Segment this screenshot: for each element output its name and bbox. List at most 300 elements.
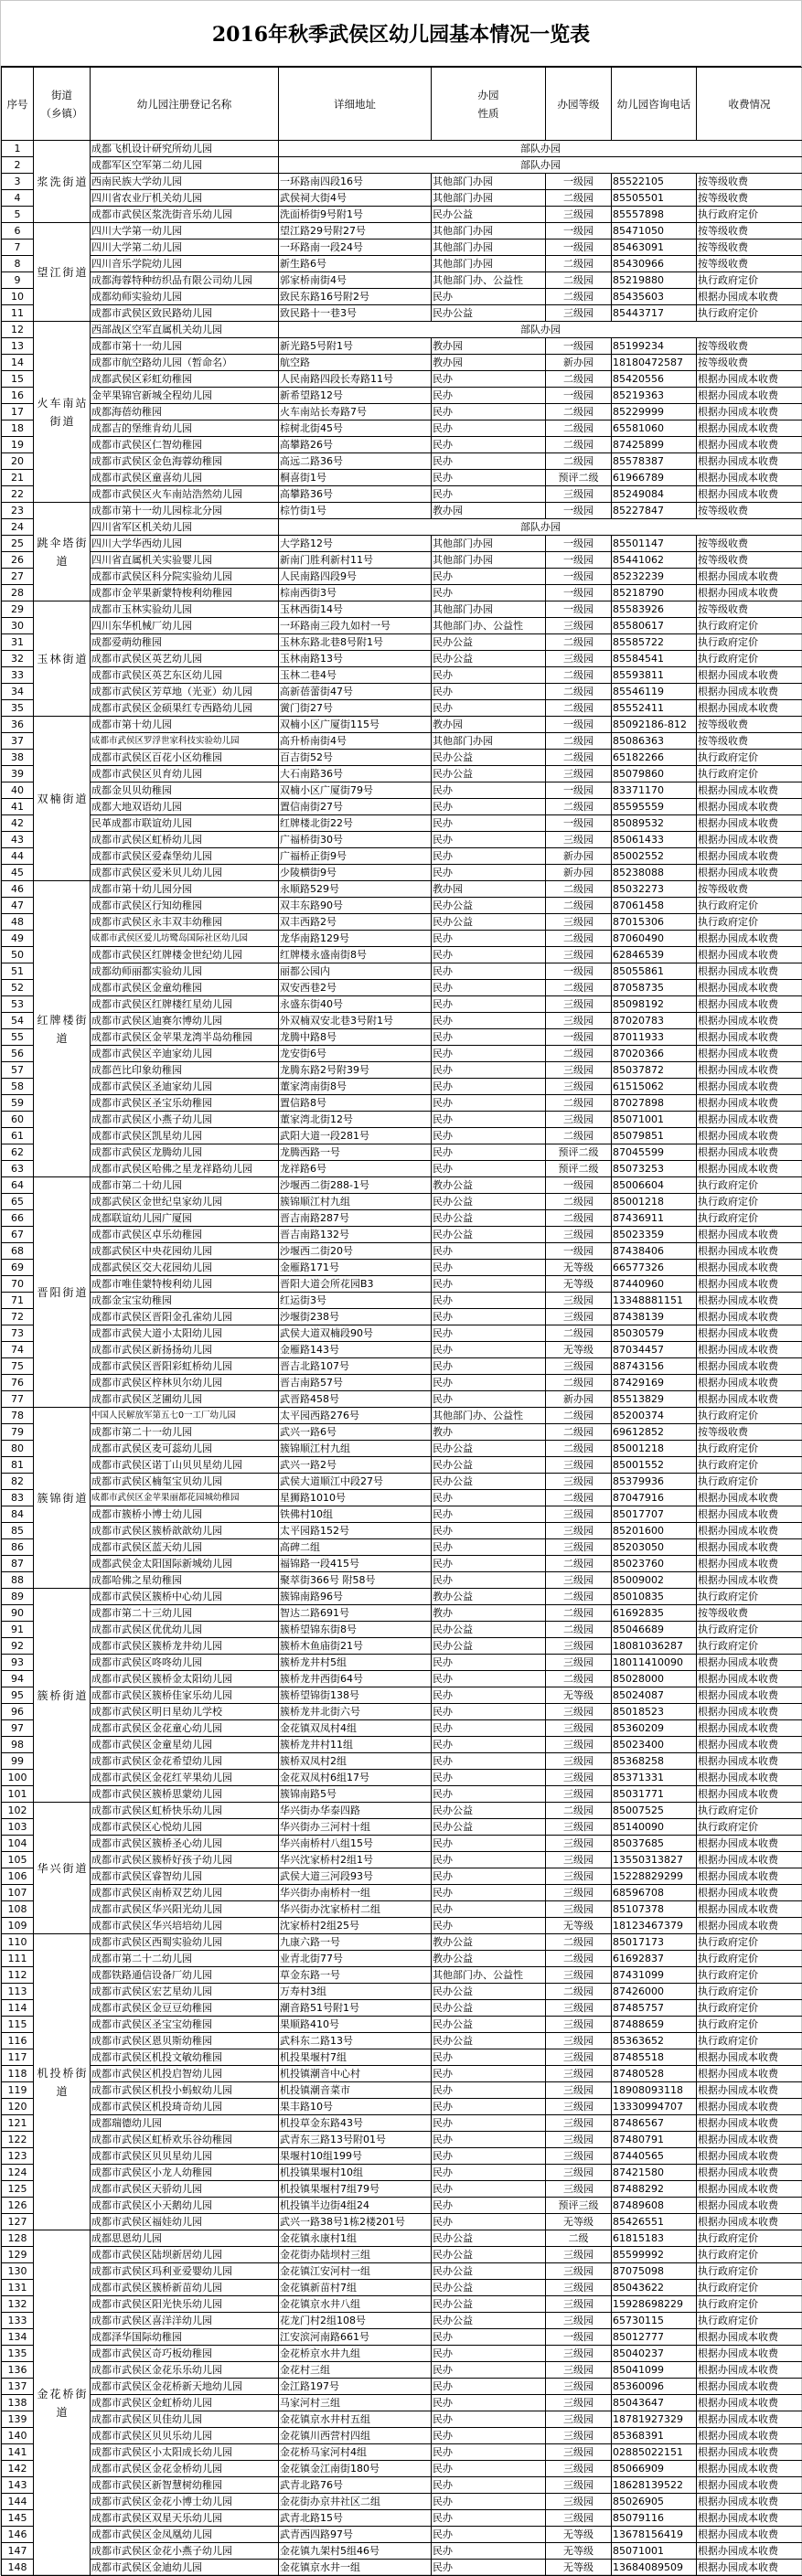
table-row	[2, 1391, 802, 1408]
kindergarten-name: 西部战区空军直属机关幼儿园	[91, 322, 279, 338]
kindergarten-name: 四川大学第一幼儿园	[91, 223, 279, 240]
phone-cell: 85092186-812	[612, 717, 697, 733]
table-row	[2, 1852, 802, 1868]
fee-cell: 根据办园成本收费	[697, 453, 802, 470]
phone-cell: 85079116	[612, 2510, 697, 2527]
phone-cell: 87488292	[612, 2181, 697, 2198]
table-row	[2, 1079, 802, 1095]
kindergarten-name: 成都市武侯区小太阳成长幼儿园	[91, 2444, 279, 2461]
nature-cell: 民办	[432, 1556, 546, 1572]
kindergarten-name: 成都泽华国际幼稚园	[91, 2329, 279, 2346]
address-cell: 花龙门村2组108号	[279, 2313, 432, 2329]
table-row	[2, 1325, 802, 1342]
address-cell: 簇锦南路96号	[279, 1589, 432, 1605]
fee-cell: 根据办园成本收费	[697, 865, 802, 881]
kindergarten-name: 成都市武侯区罗浮世家科技实验幼儿园	[91, 733, 279, 750]
row-seq: 136	[2, 2362, 34, 2379]
phone-cell: 85441062	[612, 552, 697, 569]
row-seq: 72	[2, 1309, 34, 1325]
row-seq: 121	[2, 2115, 34, 2132]
level-cell: 三级园	[546, 1786, 612, 1803]
fee-cell: 按等级收费	[697, 552, 802, 569]
phone-cell: 85012777	[612, 2329, 697, 2346]
kindergarten-name: 成都市武侯区浆洗街音乐幼儿园	[91, 207, 279, 223]
nature-cell: 其他部门办园	[432, 256, 546, 272]
nature-cell: 民办	[432, 2444, 546, 2461]
nature-cell: 民办	[432, 453, 546, 470]
row-seq: 112	[2, 1967, 34, 1984]
address-cell: 金花街办陆坝村三组	[279, 2247, 432, 2263]
level-cell: 二级园	[546, 371, 612, 388]
level-cell: 三级园	[546, 2395, 612, 2411]
kindergarten-name: 成都海蓓幼稚园	[91, 404, 279, 420]
fee-cell: 执行政府定价	[697, 272, 802, 289]
phone-cell: 85071001	[612, 1112, 697, 1128]
street-char: 街	[75, 2385, 88, 2403]
row-seq: 1	[2, 141, 34, 157]
table-row	[2, 1572, 802, 1589]
level-cell: 二级园	[546, 420, 612, 437]
fee-cell: 根据办园成本收费	[697, 1539, 802, 1556]
table-row	[2, 2165, 802, 2181]
level-cell: 无等级	[546, 1918, 612, 1934]
address-cell: 华兴街办沈家桥村二组	[279, 1901, 432, 1918]
table-row	[2, 766, 802, 782]
level-cell: 三级园	[546, 2049, 612, 2066]
header-row	[2, 68, 802, 141]
row-seq: 115	[2, 2017, 34, 2033]
address-cell: 铁佛村10组	[279, 1506, 432, 1523]
level-cell: 三级园	[546, 2033, 612, 2049]
table-row	[2, 355, 802, 371]
fee-cell: 根据办园成本收费	[697, 1556, 802, 1572]
level-cell: 三级园	[546, 832, 612, 848]
fee-cell: 根据办园成本收费	[697, 1260, 802, 1276]
table-row	[2, 1490, 802, 1506]
fee-cell: 根据办园成本收费	[697, 2379, 802, 2395]
kindergarten-name: 成都市簇桥小博士幼儿园	[91, 1506, 279, 1523]
row-seq: 28	[2, 585, 34, 601]
phone-cell: 85238088	[612, 865, 697, 881]
kindergarten-name: 成都市武侯区华兴培培幼儿园	[91, 1918, 279, 1934]
phone-cell: 15228829299	[612, 1868, 697, 1885]
nature-cell: 民办	[432, 963, 546, 980]
table-row	[2, 1309, 802, 1325]
table-row	[2, 2181, 802, 2198]
kindergarten-name: 成都市武侯区恩贝斯幼稚园	[91, 2033, 279, 2049]
address-cell: 聚萃街366号 附58号	[279, 1572, 432, 1589]
fee-cell: 根据办园成本收费	[697, 931, 802, 947]
table-row	[2, 1605, 802, 1622]
kindergarten-name: 成都武侯区彩虹幼稚园	[91, 371, 279, 388]
street-char: 伞	[49, 534, 62, 552]
phone-cell: 85229999	[612, 404, 697, 420]
table-row	[2, 947, 802, 963]
kindergarten-name: 成都市武侯区金童幼稚园	[91, 980, 279, 996]
kindergarten-name: 四川省农业厅机关幼儿园	[91, 190, 279, 207]
nature-cell: 民办	[432, 1046, 546, 1062]
fee-cell: 执行政府定价	[697, 898, 802, 914]
table-row	[2, 453, 802, 470]
street-cell	[34, 881, 91, 1177]
nature-cell: 其他部门办园	[432, 223, 546, 240]
level-cell: 三级园	[546, 2132, 612, 2148]
phone-cell: 87488659	[612, 2017, 697, 2033]
street-char: 道	[56, 1029, 69, 1048]
level-cell: 二级园	[546, 1424, 612, 1441]
nature-cell: 民办	[432, 1358, 546, 1375]
table-row	[2, 256, 802, 272]
level-cell: 三级园	[546, 2362, 612, 2379]
table-row	[2, 1457, 802, 1474]
fee-cell: 根据办园成本收费	[697, 782, 802, 799]
phone-cell: 85435603	[612, 289, 697, 305]
address-cell: 沙堰西二街20号	[279, 1243, 432, 1260]
level-cell: 三级园	[546, 1901, 612, 1918]
street-cell	[34, 503, 91, 601]
level-cell: 三级园	[546, 1852, 612, 1868]
kindergarten-name: 成都幼师实验幼儿园	[91, 289, 279, 305]
table-row	[2, 2033, 802, 2049]
level-cell: 二级园	[546, 1671, 612, 1687]
address-cell: 潮音路51号附1号	[279, 2000, 432, 2017]
kindergarten-name: 成都市武侯区贝育幼儿园	[91, 766, 279, 782]
kindergarten-name: 成都武侯金太阳国际新城幼儿园	[91, 1556, 279, 1572]
address-cell: 双丰西路2号	[279, 914, 432, 931]
table-row	[2, 1786, 802, 1803]
street-char: 簇	[37, 1489, 49, 1507]
table-row	[2, 651, 802, 667]
address-cell: 武青东三路13号附01号	[279, 2132, 432, 2148]
table-row	[2, 2395, 802, 2411]
level-cell: 三级园	[546, 2000, 612, 2017]
table-row	[2, 2411, 802, 2428]
street-char: 晋	[37, 1283, 49, 1302]
phone-cell: 87438139	[612, 1309, 697, 1325]
row-seq: 36	[2, 717, 34, 733]
phone-cell: 87075098	[612, 2263, 697, 2280]
kindergarten-name: 西南民族大学幼儿园	[91, 174, 279, 190]
kindergarten-name: 成都市武侯区辛迪家幼儿园	[91, 1046, 279, 1062]
level-cell: 三级园	[546, 2066, 612, 2082]
row-seq: 91	[2, 1622, 34, 1638]
row-seq: 117	[2, 2049, 34, 2066]
row-seq: 71	[2, 1293, 34, 1309]
header-nature-line1: 办园	[478, 89, 499, 101]
address-cell: 永顺路529号	[279, 881, 432, 898]
street-char: 洗	[49, 173, 62, 191]
phone-cell: 85026905	[612, 2494, 697, 2510]
level-cell: 二级园	[546, 1194, 612, 1210]
level-cell: 三级园	[546, 1720, 612, 1737]
nature-cell: 其他部门办园	[432, 240, 546, 256]
level-cell: 三级园	[546, 2313, 612, 2329]
level-cell: 三级园	[546, 1227, 612, 1243]
nature-cell: 民办	[432, 1062, 546, 1079]
nature-cell: 民办公益	[432, 1227, 546, 1243]
kindergarten-name: 成都市武侯区红牌楼金世纪幼儿园	[91, 947, 279, 963]
phone-cell: 85218790	[612, 585, 697, 601]
street-char: 街	[75, 2064, 88, 2082]
address-cell: 金江路197号	[279, 2379, 432, 2395]
phone-cell: 87485518	[612, 2049, 697, 2066]
table-row	[2, 865, 802, 881]
fee-cell: 根据办园成本收费	[697, 1770, 802, 1786]
street-char: 跳	[37, 534, 49, 552]
nature-cell: 民办	[432, 2395, 546, 2411]
table-row	[2, 552, 802, 569]
kindergarten-name: 成都市武侯区金花小博士幼儿园	[91, 2494, 279, 2510]
table-row	[2, 1770, 802, 1786]
table-row	[2, 782, 802, 799]
level-cell: 一级园	[546, 1029, 612, 1046]
nature-cell: 民办	[432, 1655, 546, 1671]
nature-cell: 民办	[432, 2543, 546, 2560]
address-cell: 金花镇金江南街180号	[279, 2461, 432, 2477]
street-char: 浆	[37, 173, 49, 191]
phone-cell: 87426000	[612, 1984, 697, 2000]
level-cell: 一级园	[546, 585, 612, 601]
row-seq: 5	[2, 207, 34, 223]
fee-cell: 根据办园成本收费	[697, 1276, 802, 1293]
address-cell: 簇桥龙井村11组	[279, 1737, 432, 1753]
kindergarten-name: 成都市武侯区童喜幼儿园	[91, 470, 279, 486]
nature-cell: 民办	[432, 2181, 546, 2198]
phone-cell: 85203050	[612, 1539, 697, 1556]
level-cell: 三级园	[546, 1457, 612, 1474]
level-cell: 三级园	[546, 2461, 612, 2477]
row-seq: 95	[2, 1687, 34, 1704]
address-cell: 金花镇川西营村四组	[279, 2428, 432, 2444]
fee-cell: 根据办园成本收费	[697, 832, 802, 848]
nature-cell: 民办	[432, 2329, 546, 2346]
nature-cell: 民办	[432, 996, 546, 1013]
address-cell: 武科东二路13号	[279, 2033, 432, 2049]
fee-cell: 根据办园成本收费	[697, 486, 802, 503]
address-cell: 武青西四路97号	[279, 2527, 432, 2543]
phone-cell: 85043622	[612, 2280, 697, 2296]
nature-cell: 民办公益	[432, 634, 546, 651]
row-seq: 14	[2, 355, 34, 371]
phone-cell: 87425899	[612, 437, 697, 453]
fee-cell: 根据办园成本收费	[697, 2115, 802, 2132]
phone-cell: 85585722	[612, 634, 697, 651]
kindergarten-name: 成都市武侯区英艺东区幼儿园	[91, 667, 279, 684]
street-char: 街	[75, 1011, 88, 1029]
row-seq: 135	[2, 2346, 34, 2362]
fee-cell: 根据办园成本收费	[697, 1737, 802, 1753]
kindergarten-name: 成都市武侯区芳草地（光亚）幼儿园	[91, 684, 279, 700]
street-cell	[34, 223, 91, 322]
fee-cell: 执行政府定价	[697, 1210, 802, 1227]
header-street-line1: 街道	[51, 89, 72, 101]
nature-cell: 民办	[432, 585, 546, 601]
kindergarten-name: 成都市武侯区福娃幼儿园	[91, 2214, 279, 2230]
table-row	[2, 667, 802, 684]
header-seq: 序号	[2, 68, 34, 141]
phone-cell: 18908093118	[612, 2082, 697, 2099]
fee-cell: 执行政府定价	[697, 1474, 802, 1490]
fee-cell: 根据办园成本收费	[697, 1852, 802, 1868]
fee-cell: 根据办园成本收费	[697, 947, 802, 963]
nature-cell: 民办	[432, 2115, 546, 2132]
table-row	[2, 1260, 802, 1276]
street-char: 金	[37, 2385, 49, 2403]
level-cell: 二级园	[546, 881, 612, 898]
table-row	[2, 420, 802, 437]
row-seq: 46	[2, 881, 34, 898]
fee-cell: 根据办园成本收费	[697, 1161, 802, 1177]
level-cell: 三级园	[546, 1112, 612, 1128]
level-cell: 一级园	[546, 388, 612, 404]
level-cell: 三级园	[546, 2428, 612, 2444]
fee-cell: 根据办园成本收费	[697, 2132, 802, 2148]
nature-cell: 民办	[432, 1918, 546, 1934]
address-cell: 九康六路一号	[279, 1934, 432, 1951]
fee-cell: 根据办园成本收费	[697, 1144, 802, 1161]
level-cell: 三级园	[546, 1309, 612, 1325]
table-row	[2, 832, 802, 848]
address-cell: 金雁路171号	[279, 1260, 432, 1276]
level-cell: 三级园	[546, 2280, 612, 2296]
fee-cell: 执行政府定价	[697, 1457, 802, 1474]
level-cell: 二级	[546, 2230, 612, 2247]
address-cell: 簇桥双凤村2组	[279, 1753, 432, 1770]
row-seq: 49	[2, 931, 34, 947]
level-cell: 三级园	[546, 2444, 612, 2461]
kindergarten-name: 成都市武侯区火车南站浩然幼儿园	[91, 486, 279, 503]
street-char: 桥	[62, 2064, 75, 2082]
level-cell: 二级园	[546, 1984, 612, 2000]
phone-cell: 87440960	[612, 1276, 697, 1293]
fee-cell: 执行政府定价	[697, 2280, 802, 2296]
address-cell: 红牌楼北街22号	[279, 815, 432, 832]
kindergarten-name: 成都市武侯区双星天乐幼儿园	[91, 2510, 279, 2527]
phone-cell: 85041099	[612, 2362, 697, 2379]
level-cell: 二级园	[546, 898, 612, 914]
row-seq: 96	[2, 1704, 34, 1720]
phone-cell: 85368391	[612, 2428, 697, 2444]
nature-cell: 民办	[432, 1720, 546, 1737]
fee-cell: 执行政府定价	[697, 2017, 802, 2033]
table-row	[2, 996, 802, 1013]
row-seq: 127	[2, 2214, 34, 2230]
nature-cell: 民办公益	[432, 1984, 546, 2000]
row-seq: 70	[2, 1276, 34, 1293]
phone-cell: 87421580	[612, 2165, 697, 2181]
row-seq: 18	[2, 420, 34, 437]
table-row	[2, 1194, 802, 1210]
address-cell: 太平园路152号	[279, 1523, 432, 1539]
nature-cell: 民办	[432, 2411, 546, 2428]
kindergarten-name: 成都市武侯区簇桥中心幼儿园	[91, 1589, 279, 1605]
address-cell: 果顺路410号	[279, 2017, 432, 2033]
table-row	[2, 1836, 802, 1852]
phone-cell: 61692835	[612, 1605, 697, 1622]
address-cell: 簇桥望锦街138号	[279, 1687, 432, 1704]
street-char: 街	[75, 534, 88, 552]
level-cell: 三级园	[546, 2181, 612, 2198]
table-row	[2, 1951, 802, 1967]
street-char: 街	[62, 263, 75, 282]
nature-cell: 民办	[432, 1539, 546, 1556]
row-seq: 87	[2, 1556, 34, 1572]
nature-cell: 民办	[432, 832, 546, 848]
row-seq: 116	[2, 2033, 34, 2049]
row-seq: 62	[2, 1144, 34, 1161]
table-row	[2, 1276, 802, 1293]
level-cell: 新办园	[546, 355, 612, 371]
row-seq: 82	[2, 1474, 34, 1490]
table-row	[2, 1918, 802, 1934]
table-row	[2, 2198, 802, 2214]
kindergarten-name: 成都市武侯区贝佳幼儿园	[91, 2411, 279, 2428]
row-seq: 110	[2, 1934, 34, 1951]
row-seq: 139	[2, 2411, 34, 2428]
nature-cell: 民办	[432, 684, 546, 700]
row-seq: 59	[2, 1095, 34, 1112]
kindergarten-name: 成都瑞德幼儿园	[91, 2115, 279, 2132]
nature-cell: 民办	[432, 2148, 546, 2165]
table-row	[2, 1144, 802, 1161]
table-row	[2, 1737, 802, 1753]
kindergarten-name: 成都市武侯区睿智幼儿园	[91, 1868, 279, 1885]
kindergarten-name: 成都市武侯区蓝天幼儿园	[91, 1539, 279, 1556]
nature-cell: 民办	[432, 799, 546, 815]
address-cell: 董家湾北街12号	[279, 1112, 432, 1128]
kindergarten-name: 成都市武侯区新扬扬幼儿园	[91, 1342, 279, 1358]
address-cell: 一环路南三段九如村一号	[279, 618, 432, 634]
address-cell: 太平园西路276号	[279, 1408, 432, 1424]
fee-cell: 执行政府定价	[697, 2296, 802, 2313]
phone-cell: 85552411	[612, 700, 697, 717]
phone-cell: 18123467379	[612, 1918, 697, 1934]
kindergarten-name: 成都吉的堡维肯幼儿园	[91, 420, 279, 437]
table-row	[2, 717, 802, 733]
nature-cell: 其他部门办、公益性	[432, 272, 546, 289]
nature-cell: 教办园	[432, 717, 546, 733]
address-cell: 武侯大道三河段93号	[279, 1868, 432, 1885]
fee-cell: 根据办园成本收费	[697, 2477, 802, 2494]
street-char: 南	[62, 394, 75, 412]
kindergarten-name: 成都市武侯区金花桥新天地幼儿园	[91, 2379, 279, 2395]
table-row	[2, 2148, 802, 2165]
table-row	[2, 2000, 802, 2017]
row-seq: 60	[2, 1112, 34, 1128]
phone-cell: 61966789	[612, 470, 697, 486]
address-cell: 新生路6号	[279, 256, 432, 272]
level-cell: 二级园	[546, 437, 612, 453]
nature-cell: 教办公益	[432, 1177, 546, 1194]
kindergarten-name: 成都金贝贝幼稚园	[91, 782, 279, 799]
address-cell: 金花镇九架村5组46号	[279, 2543, 432, 2560]
level-cell: 新办园	[546, 865, 612, 881]
nature-cell: 民办公益	[432, 914, 546, 931]
phone-cell: 65581060	[612, 420, 697, 437]
table-row	[2, 684, 802, 700]
nature-cell: 民办	[432, 2379, 546, 2395]
address-cell: 华兴沈家桥村2组1号	[279, 1852, 432, 1868]
row-seq: 55	[2, 1029, 34, 1046]
level-cell: 三级园	[546, 651, 612, 667]
level-cell: 二级园	[546, 1325, 612, 1342]
table-row	[2, 1161, 802, 1177]
level-cell: 二级园	[546, 1128, 612, 1144]
nature-cell: 民办	[432, 388, 546, 404]
kindergarten-name: 成都市武侯区优优幼儿园	[91, 1622, 279, 1638]
table-row	[2, 963, 802, 980]
fee-cell: 根据办园成本收费	[697, 2527, 802, 2543]
